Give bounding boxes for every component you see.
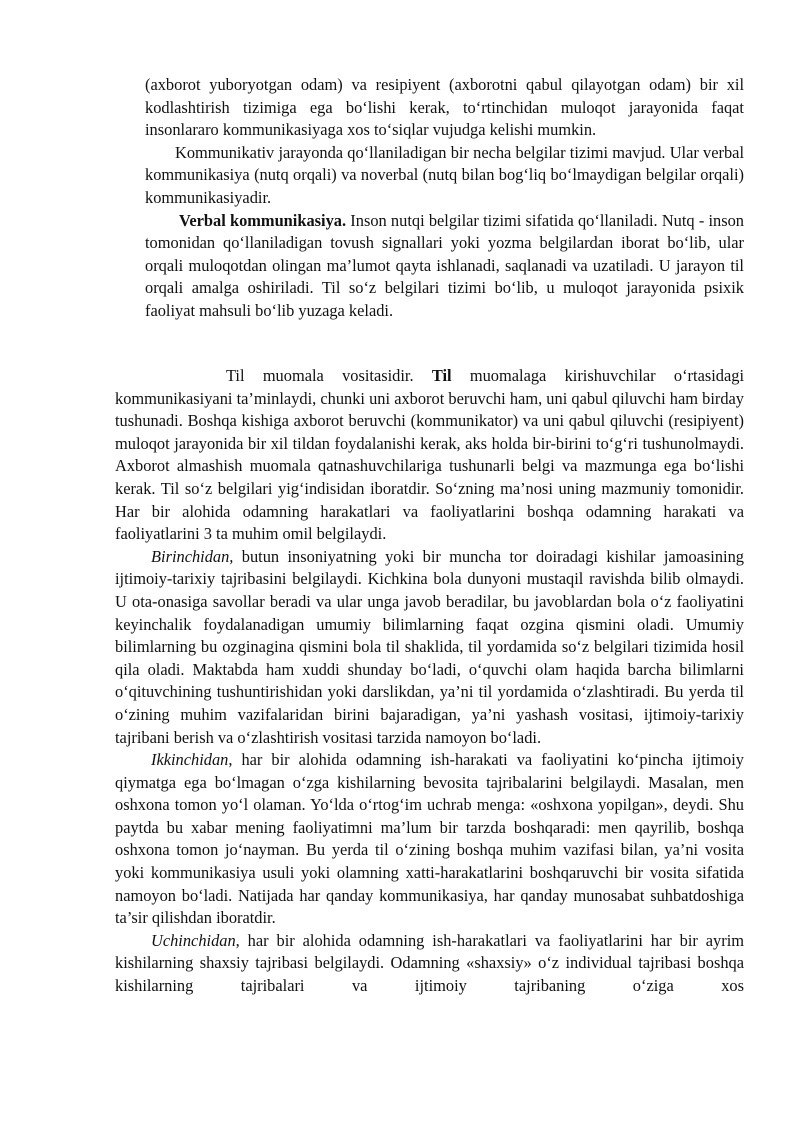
paragraph-lead-italic: Ikkinchidan bbox=[151, 750, 229, 770]
paragraph-text: , har bir alohida odamning ish-harakati va faoliyatini ko‘pincha ijtimoiy qiymatga ega bo‘lmagan o‘zga kishilarning bevosita tajribalarini belgilaydi. Masalan, men oshxona tomon yo‘l olaman. Yo‘lda o‘rtog‘im uchrab menga: «oshxona yopilgan», deydi. Shu paytda bu xabar mening faoliyatimni ma’lum bir tarzda boshqaradi: men qayrilib, boshqa oshxona tomon jo‘nayman. Bu yerda til o‘zining boshqa muhim vazifasi bilan, ya’ni vosita yoki kommunikasiya usuli yoki olamning xatti-harakatlarini boshqaruvchi bir vosita sifatida namoyon bo‘ladi. Natijada har qanday kommunikasiya, har qanday munosabat suhbatdoshiga ta’sir qilishdan iboratdir. bbox=[115, 750, 744, 928]
paragraph-text: (axborot yuboryotgan odam) va resipiyent (axborotni qabul qilayotgan odam) bir xil kodlashtirish tizimiga ega bo‘lishi kerak, to‘rtinchidan muloqot jarayonida faqat insonlararo kommunikasiyaga xos to‘siqlar vujudga kelishi mumkin. bbox=[145, 75, 744, 140]
paragraph-text: muomalaga kirishuvchilar o‘rtasidagi kommunikasiyani ta’minlaydi, chunki uni axborot beruvchi ham, uni qabul qiluvchi ham birday tushunadi. Boshqa kishiga axborot beruvchi (kommunikator) va uni qabul qiluvchi (resipiyent) muloqot jarayonida bir xil tildan foydalanishi kerak, aks holda bir-birini to‘g‘ri tushunolmaydi. Axborot almashish muomala qatnashuvchilariga tushunarli belgi va mazmunga ega bo‘lishi kerak. Til so‘z belgilari yig‘indisidan iboratdir. So‘zning ma’nosi uning mazmuniy tomonidir. Har bir alohida odamning harakatlari va faoliyatlarini boshqa odamning harakati va faoliyatlarini 3 ta muhim omil belgilaydi. bbox=[115, 366, 744, 544]
paragraph-lead-italic: Uchinchidan bbox=[151, 930, 236, 950]
paragraph-first-factor bbox=[115, 546, 744, 749]
indented-text-block bbox=[145, 74, 744, 323]
paragraph-term-bold: Til bbox=[431, 366, 452, 385]
paragraph-verbal-communication bbox=[145, 210, 744, 323]
paragraph-text: butun insoniyatning yoki bir muncha tor doiradagi kishilar jamoasining ijtimoiy-tarixiy tajribasini belgilaydi. Kichkina bola dunyoni mustaqil ravishda bilib olmaydi. U ota-onasiga savollar beradi va ular unga javob beradilar, bu javoblardan bola o‘z faoliyatini keyinchalik foydalanadigan umumiy bilimlarning faqat ozgina qismini oladi. Umumiy bilimlarning bu ozginagina qismini bola til shaklida, til yordamida so‘z belgilari tizimida hosil qila oladi. Maktabda ham xuddi shunday bo‘ladi, o‘quvchi olam haqida barcha bilimlarni o‘qituvchining tushuntirishidan yoki darslikdan, ya’ni til yordamida o‘zlashtiradi. Bu yerda til o‘zining muhim vazifalaridan birini bajaradigan, ya’ni yashash vositasi, ijtimoiy-tarixiy tajribani berish va o‘zlashtirish vositasi tarzida namoyon bo‘ladi. bbox=[115, 546, 744, 747]
paragraph-language bbox=[115, 365, 744, 546]
paragraph-continuation bbox=[145, 74, 744, 142]
paragraph-text: Kommunikativ jarayonda qo‘llaniladigan bir necha belgilar tizimi mavjud. Ular verbal kommunikasiya (nutq orqali) va noverbal (nutq bilan bog‘liq bo‘lmaydigan belgilar orqali) kommunikasiyadir. bbox=[145, 142, 744, 207]
paragraph-text: , har bir alohida odamning ish-harakatlari va faoliyatlarini har bir ayrim kishilarning shaxsiy tajribasi belgilaydi. Odamning «shaxsiy» o‘z individual tajribasi boshqa kishilarning tajribalari va ijtimoiy tajribaning o‘ziga xos bbox=[115, 930, 744, 996]
main-text-block bbox=[115, 365, 744, 998]
paragraph-third-factor bbox=[115, 930, 744, 998]
paragraph-lead-italic: Birinchidan, bbox=[151, 546, 234, 566]
paragraph-sign-systems bbox=[145, 142, 744, 210]
paragraph-second-factor bbox=[115, 749, 744, 930]
paragraph-text: Til muomala vositasidir. bbox=[226, 366, 432, 385]
paragraph-text: Inson nutqi belgilar tizimi sifatida qo‘llaniladi. Nutq - inson tomonidan qo‘llaniladigan tovush signallari yoki yozma belgilardan iborat bo‘lib, ular orqali muloqotdan olingan ma’lumot qayta ishlanadi, saqlanadi va uzatiladi. U jarayon til orqali amalga oshiriladi. Til so‘z belgilari tizimi bo‘lib, u muloqot jarayonida psixik faoliyat mahsuli bo‘lib yuzaga keladi. bbox=[145, 210, 745, 320]
paragraph-heading-bold: Verbal kommunikasiya. bbox=[179, 210, 347, 230]
